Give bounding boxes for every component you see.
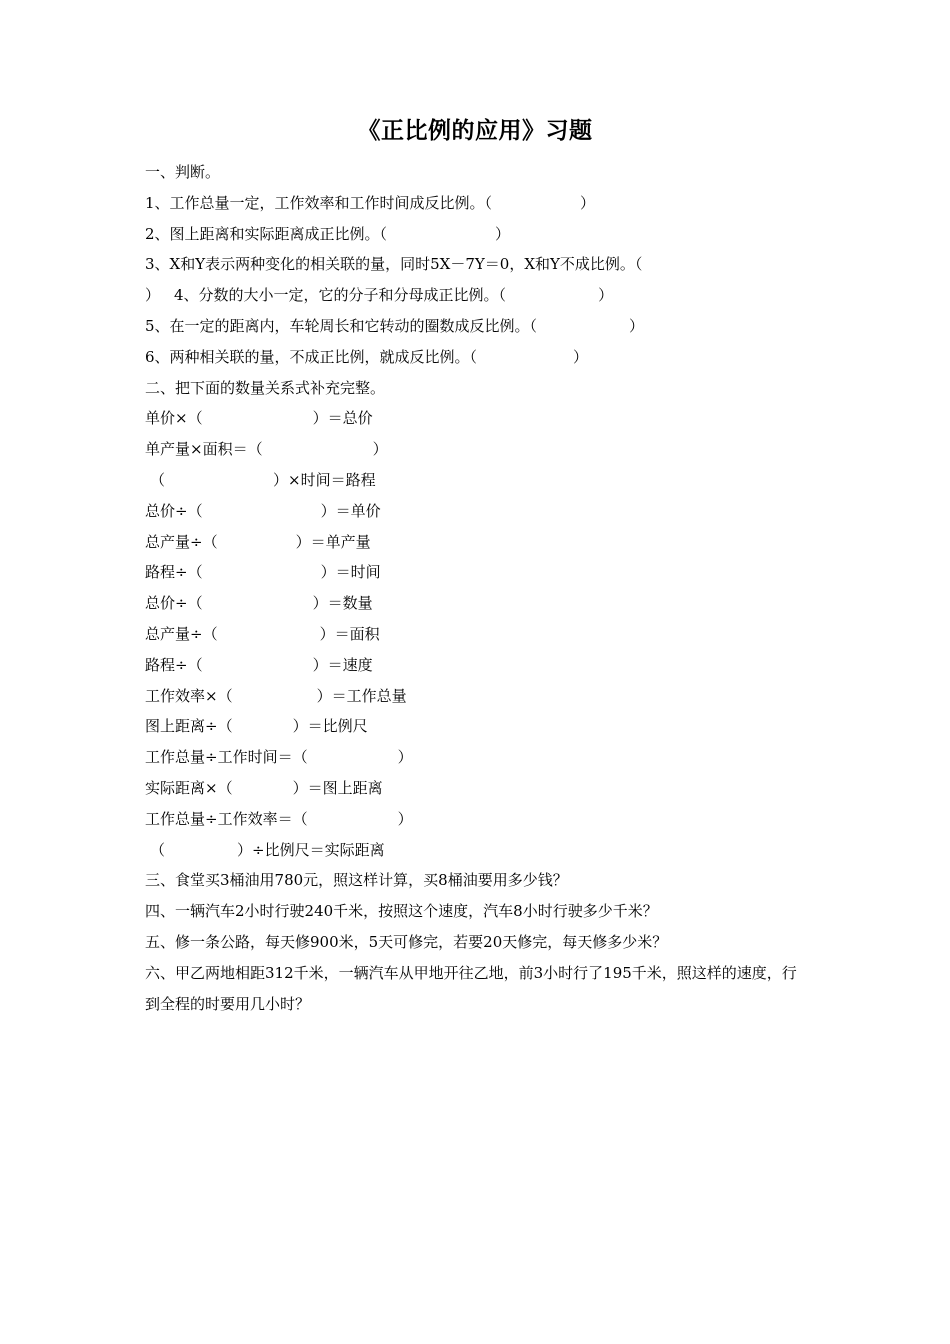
formula-part: ）＝单产量 bbox=[295, 532, 371, 551]
formula-part: ）＝工作总量 bbox=[316, 686, 407, 705]
formula-part: ） bbox=[397, 748, 413, 767]
formula-part: 总价÷（ bbox=[145, 594, 203, 613]
formula-part: （ bbox=[150, 470, 166, 489]
formula-part: 工作效率×（ bbox=[145, 686, 233, 705]
question-1-text: 1、工作总量一定，工作效率和工作时间成反比例。（ bbox=[145, 193, 493, 212]
formula-2 bbox=[145, 434, 805, 465]
formula-part: ） bbox=[397, 809, 413, 828]
formula-6 bbox=[145, 557, 805, 588]
question-2-close: ） bbox=[495, 224, 511, 243]
formula-part: ） bbox=[372, 440, 388, 459]
formula-part: ）＝单价 bbox=[320, 501, 381, 520]
worksheet-body bbox=[145, 157, 805, 1019]
formula-part: （ bbox=[150, 840, 166, 859]
question-3-close: ） bbox=[145, 286, 161, 305]
formula-13 bbox=[145, 773, 805, 804]
formula-1 bbox=[145, 403, 805, 434]
section-4-question: 四、一辆汽车2小时行驶240千米，按照这个速度，汽车8小时行驶多少千米？ bbox=[145, 902, 658, 921]
formula-8 bbox=[145, 619, 805, 650]
question-4-text: 4、分数的大小一定，它的分子和分母成正比例。（ bbox=[174, 286, 507, 305]
formula-part: ）＝比例尺 bbox=[292, 717, 368, 736]
formula-part: 总产量÷（ bbox=[145, 532, 218, 551]
formula-14 bbox=[145, 804, 805, 835]
formula-4 bbox=[145, 496, 805, 527]
formula-12 bbox=[145, 742, 805, 773]
question-4-close: ） bbox=[598, 286, 614, 305]
formula-11 bbox=[145, 711, 805, 742]
question-6-text: 6、两种相关联的量，不成正比例，就成反比例。（ bbox=[145, 347, 478, 366]
question-3-text: 3、X和Y表示两种变化的相关联的量，同时5X－7Y＝0，X和Y不成比例。（ bbox=[145, 255, 643, 274]
formula-part: ）＝面积 bbox=[319, 624, 380, 643]
formula-part: 图上距离÷（ bbox=[145, 717, 233, 736]
formula-part: ）＝时间 bbox=[320, 563, 381, 582]
formula-3 bbox=[145, 465, 805, 496]
formula-part: 工作总量÷工作时间＝（ bbox=[145, 748, 308, 767]
section-3-question: 三、食堂买3桶油用780元，照这样计算，买8桶油要用多少钱？ bbox=[145, 871, 568, 890]
formula-part: 路程÷（ bbox=[145, 655, 203, 674]
question-5-text: 5、在一定的距离内，车轮周长和它转动的圈数成反比例。（ bbox=[145, 316, 538, 335]
formula-part: ）＝数量 bbox=[312, 594, 373, 613]
formula-10 bbox=[145, 681, 805, 712]
page-title: 《正比例的应用》习题 bbox=[357, 117, 593, 144]
formula-part: 单产量×面积＝（ bbox=[145, 440, 263, 459]
formula-part: ）＝图上距离 bbox=[292, 778, 383, 797]
question-6 bbox=[145, 342, 805, 373]
formula-part: 总产量÷（ bbox=[145, 624, 218, 643]
question-3 bbox=[145, 249, 805, 280]
question-2-text: 2、图上距离和实际距离成正比例。（ bbox=[145, 224, 388, 243]
question-1 bbox=[145, 188, 805, 219]
formula-7 bbox=[145, 588, 805, 619]
question-2 bbox=[145, 219, 805, 250]
formula-part: 总价÷（ bbox=[145, 501, 203, 520]
section-5-question: 五、修一条公路，每天修900米，5天可修完，若要20天修完，每天修多少米？ bbox=[145, 932, 668, 951]
formula-part: 路程÷（ bbox=[145, 563, 203, 582]
formula-part: 单价×（ bbox=[145, 409, 203, 428]
formula-part: ）＝总价 bbox=[312, 409, 373, 428]
formula-part: 工作总量÷工作效率＝（ bbox=[145, 809, 308, 828]
formula-part: ）＝速度 bbox=[312, 655, 373, 674]
formula-part: ）÷比例尺＝实际距离 bbox=[237, 840, 385, 859]
section-6-question: 六、甲乙两地相距312千米，一辆汽车从甲地开往乙地，前3小时行了195千米，照这样的速度，行到全程的时要用几小时？ bbox=[145, 963, 797, 1013]
formula-part: ）×时间＝路程 bbox=[273, 470, 376, 489]
formula-part: 实际距离×（ bbox=[145, 778, 233, 797]
question-3-close-and-question-4 bbox=[145, 280, 805, 311]
question-5 bbox=[145, 311, 805, 342]
section-2-heading: 二、把下面的数量关系式补充完整。 bbox=[145, 378, 386, 397]
formula-15 bbox=[145, 835, 805, 866]
question-6-close: ） bbox=[573, 347, 589, 366]
question-5-close: ） bbox=[629, 316, 645, 335]
formula-5 bbox=[145, 527, 805, 558]
formula-9 bbox=[145, 650, 805, 681]
section-1-heading: 一、判断。 bbox=[145, 163, 221, 181]
question-1-close: ） bbox=[580, 193, 596, 212]
